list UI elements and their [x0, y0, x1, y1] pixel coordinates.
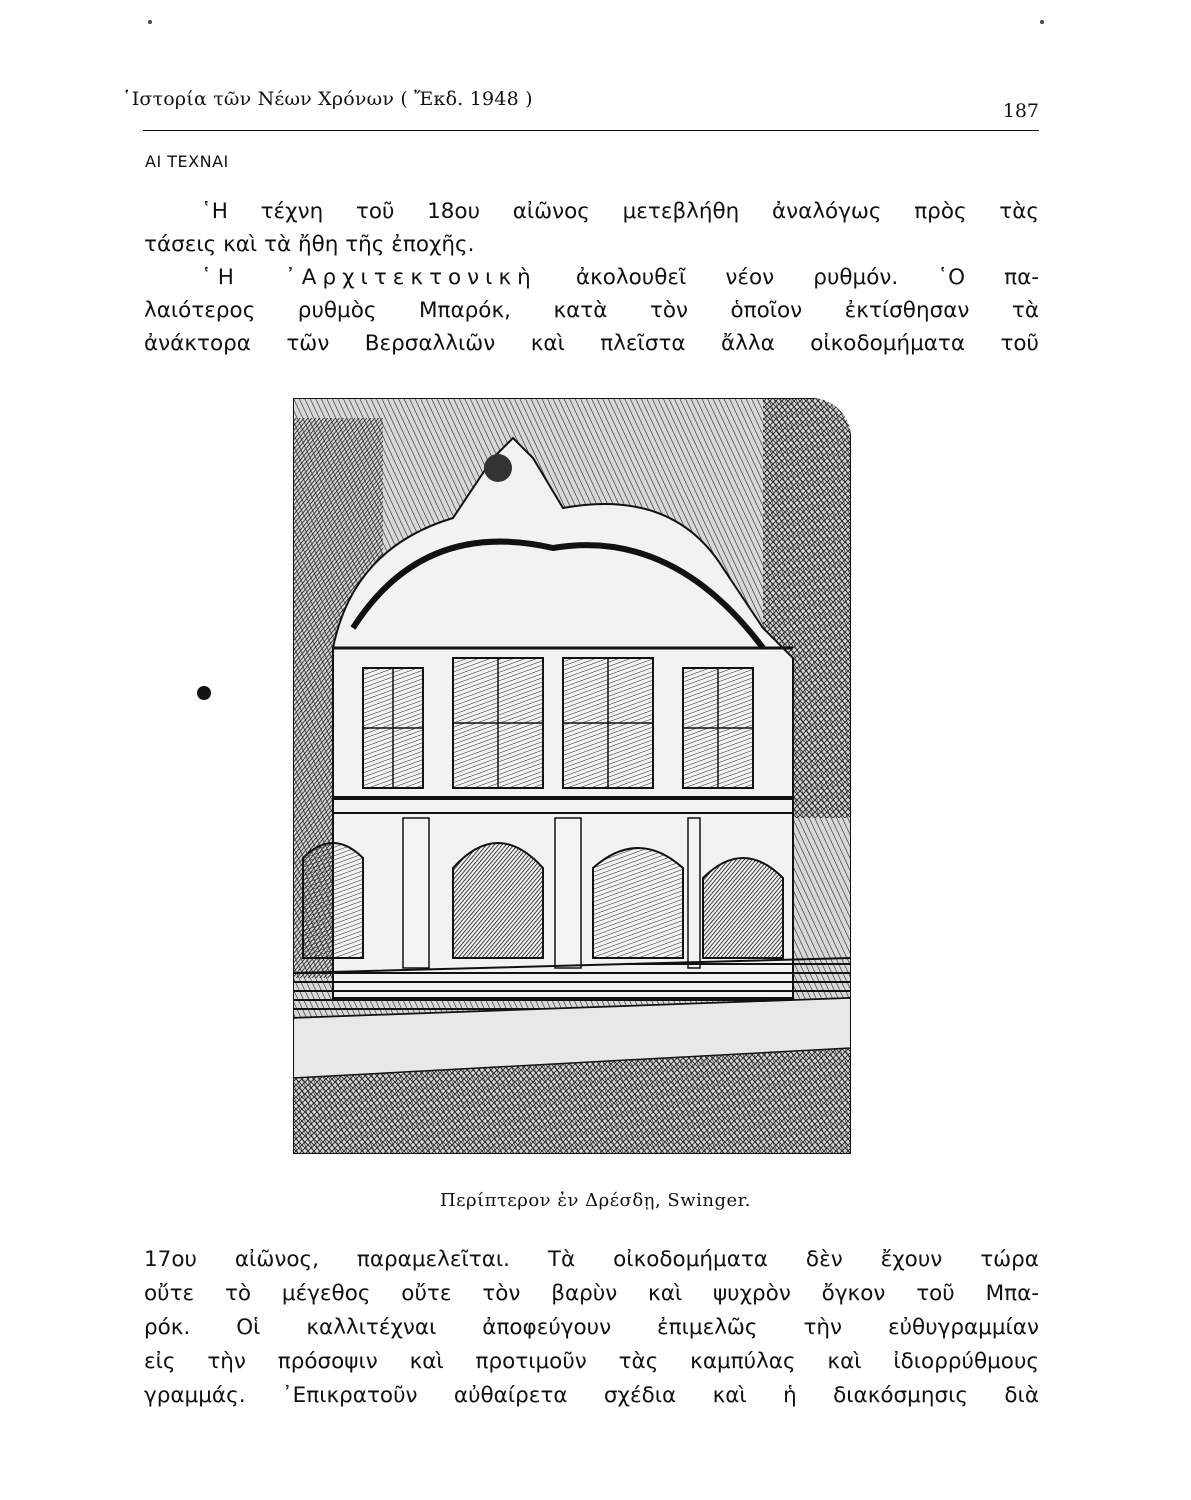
text-line: [144, 261, 1039, 294]
text-line: εἰς τὴν πρόσοψιν καὶ προτιμοῦν τὰς καμπύλας καὶ ἰδιορρύθμους: [144, 1349, 1039, 1374]
running-head-title: ῾Ιστορία τῶν Νέων Χρόνων ( Ἔκδ. 1948 ): [122, 88, 533, 110]
header-rule: [143, 130, 1039, 131]
text-line: οὔτε τὸ μέγεθος οὔτε τὸν βαρὺν καὶ ψυχρὸν ὄγκον τοῦ Μπα-: [144, 1281, 1039, 1306]
text-line: ρόκ. Οἱ καλλιτέχναι ἀποφεύγουν ἐπιμελῶς τὴν εὐθυγραμμίαν: [144, 1315, 1039, 1340]
text-line: τάσεις καὶ τὰ ἤθη τῆς ἐποχῆς.: [144, 232, 475, 257]
text-line: ῾Η τέχνη τοῦ 18ου αἰῶνος μετεβλήθη ἀναλόγως πρὸς τὰς: [201, 199, 1039, 224]
emphasized-term: ῾Η ᾿Αρχιτεκτονικὴ: [201, 265, 537, 290]
text-fragment: ἀκολουθεῖ νέον ρυθμόν. ῾Ο πα-: [575, 265, 1040, 290]
page-number: 187: [1002, 100, 1039, 122]
paragraph-intro: [144, 195, 1039, 261]
ink-blot: [197, 686, 211, 700]
text-line: γραμμάς. ᾿Επικρατοῦν αὐθαίρετα σχέδια καὶ ἡ διακόσμησις διὰ: [144, 1383, 1039, 1408]
section-label: ΑΙ ΤΕΧΝΑΙ: [145, 152, 229, 171]
text-line: ἀνάκτορα τῶν Βερσαλλιῶν καὶ πλεῖστα ἄλλα οἰκοδομήματα τοῦ: [144, 331, 1039, 356]
paragraph-continuation: [144, 1243, 1039, 1413]
text-line: λαιότερος ρυθμὸς Μπαρόκ, κατὰ τὸν ὁποῖον ἐκτίσθησαν τὰ: [144, 298, 1039, 323]
figure-caption: Περίπτερον ἐν Δρέσδῃ, Swinger.: [439, 1190, 752, 1211]
scan-speck: [148, 20, 152, 24]
scan-speck: [1040, 20, 1044, 24]
text-line: 17ου αἰῶνος, παραμελεῖται. Τὰ οἰκοδομήματα δὲν ἔχουν τώρα: [144, 1247, 1039, 1272]
figure-engraving: [293, 398, 851, 1158]
baroque-pavilion-engraving-icon: [293, 398, 851, 1154]
paragraph-architecture: [144, 261, 1039, 360]
